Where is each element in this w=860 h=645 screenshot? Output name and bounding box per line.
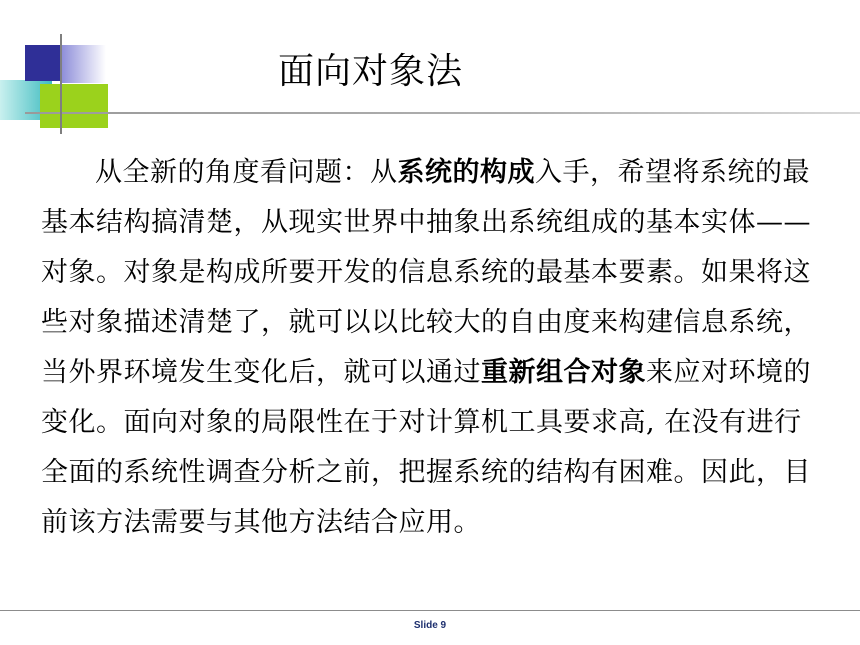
decor-lavender-square [60,45,106,83]
decor-green-square [40,84,108,128]
body-text-segment: 来应对环境的变化。面向对象的局限性在于对计算机工具要求高, 在没有进行全面的系统性调查分析之前，把握系统的结构有困难。因此，目前该方法需要与其他方法结合应用。 [41,357,811,538]
body-text-segment: 从全新的角度看问题：从 [95,157,398,188]
slide-body-paragraph [41,148,821,548]
body-text-segment: 入手，希望将系统的最基本结构搞清楚，从现实世界中抽象出系统组成的基本实体——对象。对象是构成所要开发的信息系统的最基本要素。如果将这些对象描述清楚了，就可以以比较大的自由度来构建信息系统，当外界环境发生变化后，就可以通过 [41,157,811,388]
decor-vertical-line [60,34,62,134]
footer-divider [0,610,860,611]
body-emphasis-recombine-objects: 重新组合对象 [481,357,646,388]
slide-number: Slide 9 [413,620,447,631]
slide-title: 面向对象法 [278,51,464,92]
title-underline [25,112,860,114]
decor-blue-square [25,45,61,81]
body-emphasis-system-composition: 系统的构成 [397,157,535,188]
